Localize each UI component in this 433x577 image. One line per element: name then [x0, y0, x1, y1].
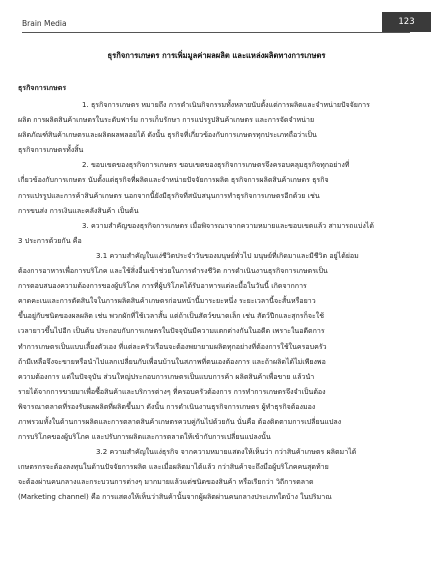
page-number: 123	[382, 12, 431, 32]
paragraph-line: 1. ธุรกิจการเกษตร หมายถึง การดำเนินกิจกรรมทั้งหลายนับตั้งแต่การผลิตและจำหน่ายปัจจัยการ	[82, 100, 370, 109]
paragraph-line: พิจารณาตลาดที่รองรับผลผลิตที่ผลิตขึ้นมา ดังนั้น การดำเนินงานธุรกิจการเกษตร ผู้ทำธุรกิจต้องมอง	[18, 401, 316, 411]
paragraph-line: การแปรรูปและการค้าสินค้าเกษตร นอกจากนี้ยังมีธุรกิจที่สนับสนุนการทำธุรกิจการเกษตรอีกด้วย เช่น	[18, 190, 320, 200]
paragraph-line: การขนส่ง การเงินและคลังสินค้า เป็นต้น	[18, 205, 139, 215]
paragraph-line: ถ้ามีเหลือจึงจะขายหรือนำไปแลกเปลี่ยนกับเพื่อนบ้านในสภาพที่ตนเองต้องการ และถ้าผลิตได้ไม่เพียงพอ	[18, 356, 326, 366]
paragraph-line: ผลิตภัณฑ์สินค้าเกษตรและผลิตผลพลอยได้ ดังนั้น ธุรกิจที่เกี่ยวข้องกับการเกษตรทุกประเภทถือว่าเป็น	[18, 130, 317, 140]
section-heading: ธุรกิจการเกษตร	[18, 83, 67, 92]
header-divider	[22, 32, 410, 33]
paragraph-line: ผลิต การผลิตสินค้าเกษตรในระดับฟาร์ม การเก็บรักษา การแปรรูปสินค้าเกษตร และการจัดจำหน่าย	[18, 115, 315, 125]
paragraph-line: ต้องการอาหารเพื่อการบริโภค และใช้สิ่งอื่นเข้าช่วยในการดำรงชีวิต การดำเนินงานธุรกิจการเกษตรเป็น	[18, 266, 328, 276]
document-body	[18, 80, 420, 505]
paragraph-line: การบริโภคของผู้บริโภค และปรับการผลิตและการตลาดให้เข้ากับการเปลี่ยนแปลงนั้น	[18, 432, 271, 442]
header-brand: Brain Media	[22, 19, 67, 28]
paragraph-line: เวลายาวขึ้นไปอีก เป็นต้น ประกอบกับการเกษตรในปัจจุบันมีความแตกต่างกันในอดีต เพราะในอดีตการ	[18, 326, 325, 336]
paragraph-line: 3.2 ความสำคัญในแง่ธุรกิจ จากความหมายแสดงให้เห็นว่า กว่าสินค้าเกษตร ผลิตมาได้	[96, 447, 357, 457]
paragraph-line: ขึ้นอยู่กับชนิดของผลผลิต เช่น พวกผักที่ใช้เวลาสั้น แต่ถ้าเป็นสัตว์ขนาดเล็ก เช่น สัตว์ปีกและสุกรก็จะใช้	[18, 311, 324, 321]
paragraph-line: 3. ความสำคัญของธุรกิจการเกษตร เมื่อพิจารณาจากความหมายและขอบเขตแล้ว สามารถแบ่งได้	[82, 220, 374, 230]
paragraph-line: รายได้จากการขายมาเพื่อซื้อสินค้าและบริการต่างๆ ที่ครอบครัวต้องการ การทำการเกษตรจึงจำเป็นต้อง	[18, 386, 326, 396]
paragraph-line: ธุรกิจการเกษตรทั้งสิ้น	[18, 145, 84, 155]
paragraph-line: คาดคะเนและการตัดสินใจในการผลิตสินค้าเกษตรก่อนหน้านี้มาระยะหนึ่ง ระยะเวลานี้จะสั้นหรือยาว	[18, 296, 316, 306]
paragraph-line: ภาพรวมทั้งในด้านการผลิตและการตลาดสินค้าเกษตรควบคู่กันไปด้วยกัน นั่นคือ ต้องติดตามการเปลี่ยนแปลง	[18, 416, 342, 426]
page-title: ธุรกิจการเกษตร การเพิ่มมูลค่าผลผลิต และแหล่งผลิตทางการเกษตร	[107, 51, 326, 60]
paragraph-line: เกี่ยวข้องกับการเกษตร นับตั้งแต่ธุรกิจที่ผลิตและจำหน่ายปัจจัยการผลิต ธุรกิจการผลิตสินค้าเกษตร ธุรกิจ	[18, 175, 329, 185]
paragraph-line: 2. ขอบเขตของธุรกิจการเกษตร ขอบเขตของธุรกิจการเกษตรจึงครอบคลุมธุรกิจทุกอย่างที่	[82, 160, 350, 170]
paragraph-line: ทำการเกษตรเป็นแบบเลี้ยงตัวเอง ที่แต่ละครัวเรือนจะต้องพยายามผลิตทุกอย่างที่ต้องการใช้ในครอบครัว	[18, 341, 327, 351]
paragraph-line: เกษตรกรจะต้องลงทุนในด้านปัจจัยการผลิต และเมื่อผลิตมาได้แล้ว กว่าสินค้าจะถึงมือผู้บริโภคคนสุดท้าย	[18, 462, 329, 472]
paragraph-line: จะต้องผ่านคนกลางและกระบวนการต่างๆ มากมายแล้วแต่ชนิดของสินค้า หรือเรียกว่า วิถีการตลาด	[18, 477, 314, 487]
paragraph-line: ความต้องการ แต่ในปัจจุบัน ส่วนใหญ่ประกอบการเกษตรเป็นแบบการค้า ผลิตสินค้าเพื่อขาย แล้วนำ	[18, 371, 315, 381]
paragraph-line: (Marketing channel) คือ การแสดงให้เห็นว่าสินค้านั้นจากผู้ผลิตผ่านคนกลางประเภทใดบ้าง ในปริมาณ	[18, 492, 332, 502]
paragraph-line: 3.1 ความสำคัญในแง่ชีวิตประจำวันของมนุษย์ทั่วไป มนุษย์ที่เกิดมาและมีชีวิต อยู่ได้ย่อม	[96, 250, 359, 260]
paragraph-line: การตอบสนองความต้องการของผู้บริโภค การที่ผู้บริโภคได้รับอาหารแต่ละมื้อในวันนี้ เกิดจากการ	[18, 281, 307, 291]
paragraph-line: 3 ประการด้วยกัน คือ	[18, 235, 82, 245]
